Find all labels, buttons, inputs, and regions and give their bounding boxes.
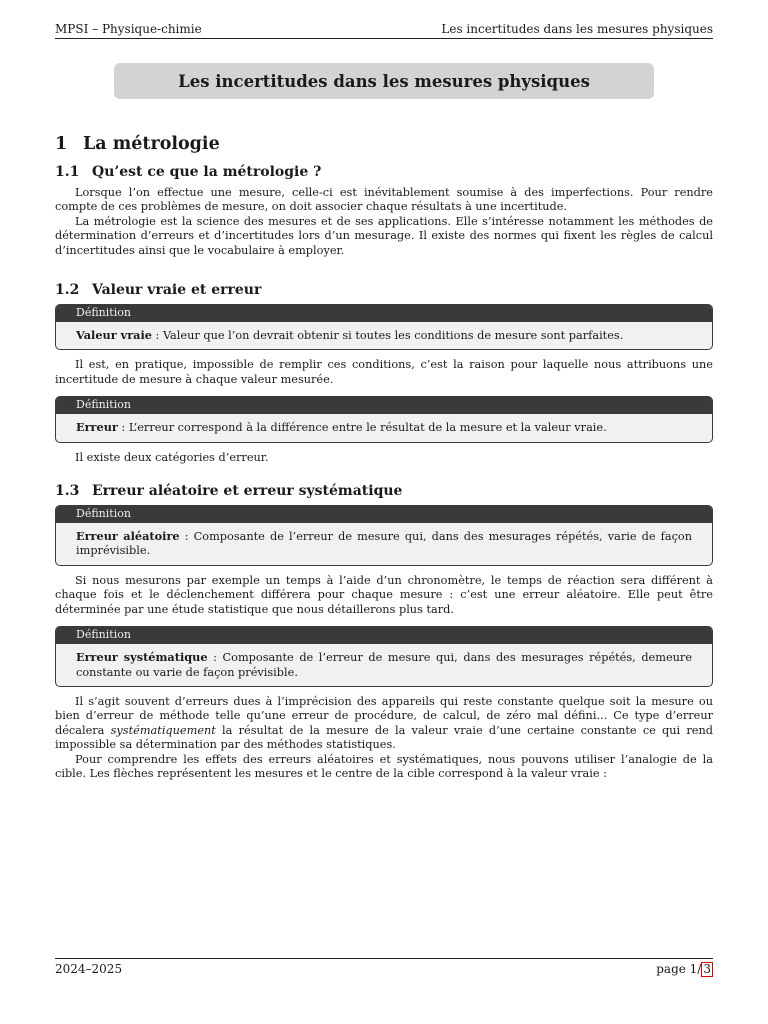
- page-number: [656, 962, 713, 977]
- definition-header: Définition: [56, 627, 712, 644]
- footer-year: 2024–2025: [55, 962, 123, 976]
- definition-text: : Composante de l’erreur de mesure qui, dans des mesurages répétés, demeure constante ou varie de façon prévisible.: [76, 651, 693, 679]
- paragraph-text: Il s’agit souvent d’erreurs dues à l’imprécision des appareils qui reste constante quelque soit la mesure ou bien d’erreur de méthode telle qu’une erreur de procédure, de calcul, de zéro mal défini... Ce type d’erreur décalera: [55, 694, 713, 737]
- definition-term: Erreur aléatoire: [76, 529, 180, 544]
- definition-body: [56, 644, 712, 686]
- paragraph: La métrologie est la science des mesures et de ses applications. Elle s’intéresse notamment les méthodes de détermination d’erreurs et d’incertitudes lors d’un mesurage. Il existe des normes qui fixent les règles de calcul d’incertitudes ainsi que le vocabulaire à employer.: [55, 214, 713, 257]
- section-number: 1: [55, 134, 68, 154]
- definition-body: [56, 523, 712, 565]
- subsection-title: Valeur vraie et erreur: [92, 282, 262, 299]
- document-title: Les incertitudes dans les mesures physiques: [114, 63, 654, 99]
- definition-header: Définition: [56, 506, 712, 523]
- definition-header: Définition: [56, 305, 712, 322]
- definition-term: Erreur systématique: [76, 650, 208, 665]
- definition-box: [55, 304, 713, 350]
- page-prefix: page 1/: [656, 962, 702, 976]
- subsection-heading: [55, 282, 713, 298]
- subsection-heading: [55, 483, 713, 499]
- page-total-link[interactable]: 3: [703, 962, 711, 976]
- document-body: [55, 134, 713, 781]
- definition-body: [56, 322, 712, 349]
- subsection-title: Erreur aléatoire et erreur systématique: [92, 483, 403, 500]
- running-header: [55, 22, 713, 39]
- subsection-number: 1.3: [55, 483, 80, 500]
- definition-text: : L’erreur correspond à la différence entre le résultat de la mesure et la valeur vraie.: [117, 421, 607, 435]
- section-heading: [55, 134, 713, 154]
- subsection-number: 1.1: [55, 164, 80, 180]
- section-title: La métrologie: [83, 134, 220, 154]
- paragraph: [55, 695, 713, 753]
- definition-header: Définition: [56, 397, 712, 414]
- paragraph-text: la résultat de la mesure de la valeur vraie d’une certaine constante ce qui rend impossible sa détermination par des méthodes statistiques.: [55, 723, 713, 752]
- definition-box: [55, 626, 713, 687]
- definition-box: [55, 396, 713, 442]
- running-footer: [55, 958, 713, 977]
- header-topic: Les incertitudes dans les mesures physiques: [441, 22, 713, 36]
- subsection-number: 1.2: [55, 282, 80, 299]
- definition-text: : Composante de l’erreur de mesure qui, dans des mesurages répétés, varie de façon imprévisible.: [76, 530, 692, 558]
- subsection-title: Qu’est ce que la métrologie ?: [92, 164, 322, 180]
- paragraph: Si nous mesurons par exemple un temps à l’aide d’un chronomètre, le temps de réaction sera différent à chaque fois et le déclenchement différera pour chaque mesure : c’est une erreur aléatoire. Elle peut être déterminée par une étude statistique que nous détaillerons plus tard.: [55, 573, 713, 616]
- subsection-heading: [55, 164, 713, 180]
- definition-body: [56, 414, 712, 441]
- definition-box: [55, 505, 713, 566]
- paragraph: Il existe deux catégories d’erreur.: [75, 450, 269, 464]
- paragraph: Lorsque l’on effectue une mesure, celle-ci est inévitablement soumise à des imperfections. Pour rendre compte de ces problèmes de mesure, on doit associer chaque résultats à une incertitude.: [55, 186, 713, 214]
- paragraph: Il est, en pratique, impossible de remplir ces conditions, c’est la raison pour laquelle nous attribuons une incertitude de mesure à chaque valeur mesurée.: [55, 358, 713, 386]
- definition-term: Erreur: [76, 420, 118, 435]
- definition-text: : Valeur que l’on devrait obtenir si toutes les conditions de mesure sont parfaites.: [151, 329, 624, 343]
- definition-term: Valeur vraie: [76, 328, 152, 343]
- header-course: MPSI – Physique-chimie: [55, 22, 202, 36]
- paragraph: Pour comprendre les effets des erreurs aléatoires et systématiques, nous pouvons utiliser l’analogie de la cible. Les flèches représentent les mesures et le centre de la cible correspond à la valeur vraie :: [55, 752, 713, 780]
- emphasis-text: systématiquement: [110, 723, 216, 737]
